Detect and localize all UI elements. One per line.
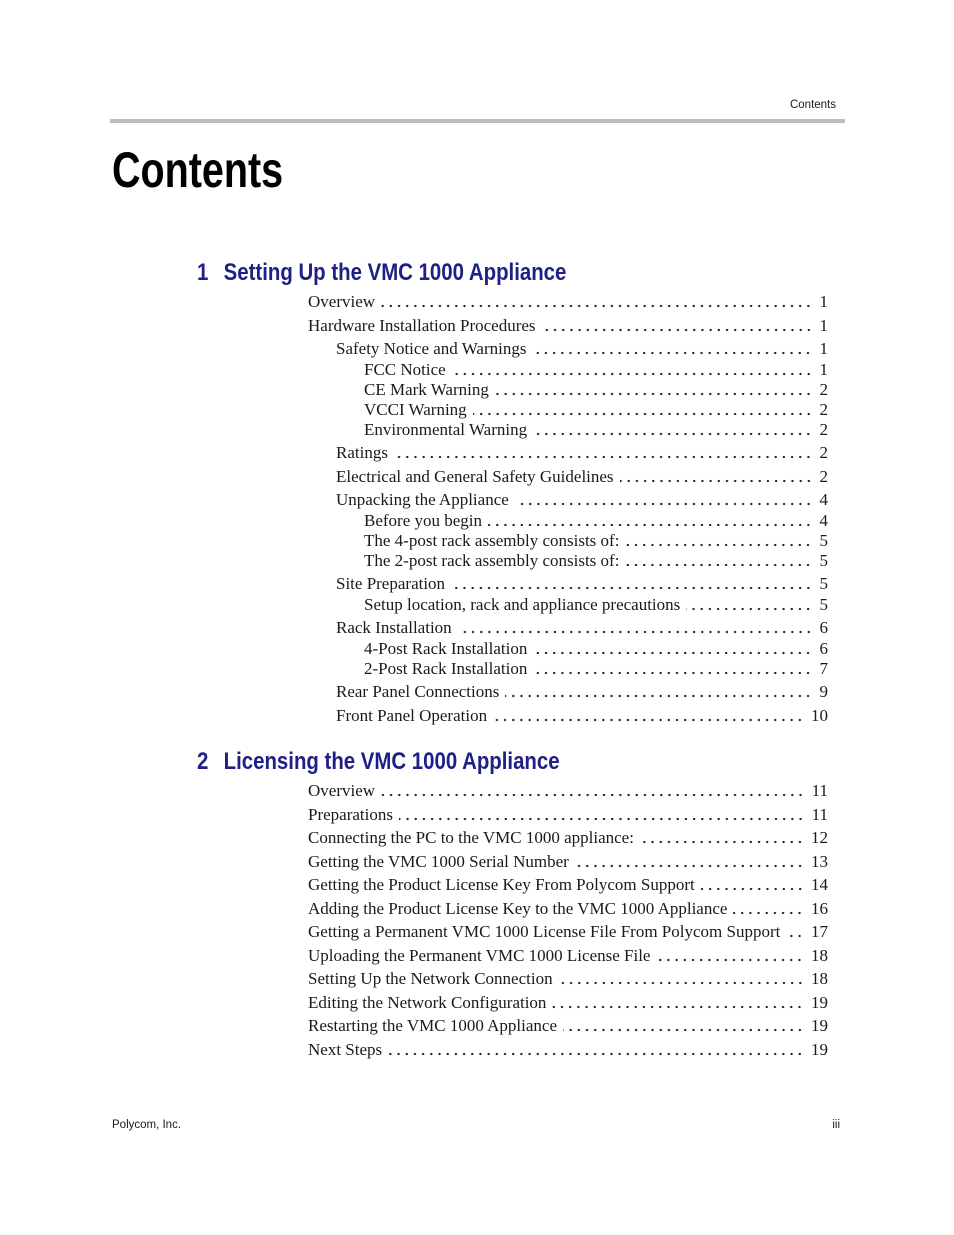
toc-entry-page-number: 1	[819, 315, 828, 335]
toc-entry-page-number: 2	[819, 399, 828, 419]
toc-entry-page-number: 4	[819, 490, 828, 509]
toc-entry-page-number: 1	[819, 339, 828, 358]
toc-entry[interactable]	[308, 875, 828, 895]
chapter-number: 2	[197, 748, 209, 775]
toc-entry-page-number: 19	[811, 992, 828, 1012]
dot-leader	[532, 352, 812, 355]
toc-entry[interactable]	[308, 574, 828, 594]
toc-entry[interactable]	[308, 531, 828, 551]
toc-entry-label: Next Steps	[308, 1039, 383, 1059]
toc-entry[interactable]	[308, 316, 828, 336]
toc-entry-page-number: 5	[819, 574, 828, 593]
page-title: Contents	[112, 142, 284, 198]
dot-leader	[620, 479, 813, 482]
toc-entry-label: Before you begin	[364, 510, 483, 530]
dot-leader	[533, 651, 812, 654]
toc-entry-label: Environmental Warning	[364, 419, 528, 439]
toc-entry[interactable]	[308, 1040, 828, 1060]
toc-entry[interactable]	[308, 443, 828, 463]
dot-leader	[381, 305, 812, 308]
toc-entry-page-number: 2	[819, 419, 828, 439]
toc-entry-label: VCCI Warning	[364, 399, 467, 419]
toc-entry-page-number: 16	[811, 898, 828, 918]
dot-leader	[493, 718, 804, 721]
dot-leader	[575, 864, 804, 867]
toc-entry[interactable]	[308, 781, 828, 801]
toc-entry[interactable]	[308, 993, 828, 1013]
toc-entry-label: Rear Panel Connections	[336, 682, 500, 701]
toc-entry-page-number: 11	[811, 781, 828, 800]
toc-entry-page-number: 5	[819, 550, 828, 570]
toc-entry-page-number: 4	[819, 510, 828, 530]
toc-entry[interactable]	[308, 618, 828, 638]
toc-entry-label: FCC Notice	[364, 359, 446, 379]
toc-entry-page-number: 19	[811, 1016, 828, 1035]
toc-entry[interactable]	[308, 805, 828, 825]
toc-entry-label: CE Mark Warning	[364, 379, 489, 399]
toc-entry-label: Electrical and General Safety Guidelines	[336, 466, 614, 486]
toc-entry-page-number: 19	[811, 1039, 828, 1059]
toc-entry-label: Getting the VMC 1000 Serial Number	[308, 851, 569, 871]
dot-leader	[505, 695, 812, 698]
footer-page-number: iii	[832, 1119, 840, 1131]
toc-entry[interactable]	[308, 551, 828, 571]
toc-entry-label: Setting Up the Network Connection	[308, 969, 553, 988]
dot-leader	[488, 523, 812, 526]
chapter-number: 1	[197, 259, 209, 286]
toc-entry[interactable]	[308, 899, 828, 919]
dot-leader	[563, 1029, 804, 1032]
chapter-title: Licensing the VMC 1000 Appliance	[223, 748, 560, 775]
dot-leader	[786, 935, 804, 938]
chapter-heading[interactable]	[197, 748, 560, 776]
toc-entry[interactable]	[308, 828, 828, 848]
dot-leader	[515, 503, 813, 506]
dot-leader	[458, 631, 813, 634]
toc-entry[interactable]	[308, 420, 828, 440]
dot-leader	[394, 456, 813, 459]
toc-entry-label: Unpacking the Appliance	[336, 490, 509, 509]
toc-entry-label: The 4-post rack assembly consists of:	[364, 530, 620, 550]
toc-entry[interactable]	[308, 946, 828, 966]
toc-entry-page-number: 12	[811, 828, 828, 847]
toc-entry-label: Hardware Installation Procedures	[308, 315, 536, 335]
toc-entry[interactable]	[308, 706, 828, 726]
toc-entry-page-number: 9	[819, 682, 828, 701]
toc-entry-page-number: 1	[819, 292, 828, 311]
toc-entry-label: Getting the Product License Key From Polycom Support	[308, 875, 695, 894]
toc-entry-label: Uploading the Permanent VMC 1000 License File	[308, 945, 651, 965]
toc-list-chapter-2	[308, 781, 828, 1060]
toc-entry-page-number: 2	[819, 379, 828, 399]
toc-entry-page-number: 6	[819, 618, 828, 637]
toc-entry-page-number: 17	[811, 922, 828, 941]
toc-entry-page-number: 6	[819, 638, 828, 658]
dot-leader	[388, 1052, 804, 1055]
footer-company: Polycom, Inc.	[112, 1119, 182, 1131]
toc-entry[interactable]	[308, 400, 828, 420]
toc-entry-label: Overview	[308, 781, 376, 800]
dot-leader	[733, 911, 804, 914]
toc-entry-page-number: 18	[811, 969, 828, 988]
dot-leader	[542, 328, 813, 331]
toc-entry-label: Ratings	[336, 443, 388, 462]
toc-entry[interactable]	[308, 659, 828, 679]
toc-list-chapter-1	[308, 292, 828, 726]
toc-entry[interactable]	[308, 639, 828, 659]
chapter-heading[interactable]	[197, 259, 566, 287]
dot-leader	[399, 817, 805, 820]
dot-leader	[473, 412, 813, 415]
dot-leader	[686, 607, 812, 610]
toc-entry-label: Overview	[308, 292, 376, 311]
toc-entry-page-number: 18	[811, 945, 828, 965]
header-rule	[110, 119, 845, 123]
toc-entry-label: Connecting the PC to the VMC 1000 appliance:	[308, 828, 634, 847]
toc-entry-page-number: 13	[811, 851, 828, 871]
toc-entry-label: Front Panel Operation	[336, 705, 488, 725]
toc-entry-label: Adding the Product License Key to the VMC 1000 Appliance	[308, 898, 728, 918]
dot-leader	[559, 982, 804, 985]
toc-entry-page-number: 5	[819, 594, 828, 614]
toc-entry[interactable]	[308, 339, 828, 359]
toc-entry-label: The 2-post rack assembly consists of:	[364, 550, 620, 570]
dot-leader	[533, 671, 812, 674]
toc-entry-label: Rack Installation	[336, 618, 452, 637]
dot-leader	[451, 587, 812, 590]
dot-leader	[625, 543, 812, 546]
dot-leader	[552, 1005, 804, 1008]
toc-entry-label: 4-Post Rack Installation	[364, 638, 528, 658]
toc-entry-label: Getting a Permanent VMC 1000 License File From Polycom Support	[308, 922, 781, 941]
toc-entry-page-number: 7	[819, 658, 828, 678]
toc-entry-page-number: 10	[811, 705, 828, 725]
dot-leader	[640, 841, 804, 844]
dot-leader	[381, 794, 805, 797]
toc-entry-page-number: 2	[819, 443, 828, 462]
toc-entry[interactable]	[308, 595, 828, 615]
toc-entry[interactable]	[308, 969, 828, 989]
dot-leader	[625, 563, 812, 566]
toc-entry-page-number: 14	[811, 875, 828, 894]
dot-leader	[656, 958, 804, 961]
toc-entry[interactable]	[308, 490, 828, 510]
toc-entry[interactable]	[308, 360, 828, 380]
dot-leader	[533, 432, 812, 435]
toc-entry-label: Preparations	[308, 804, 393, 824]
toc-entry-label: Site Preparation	[336, 574, 446, 593]
running-header: Contents	[789, 99, 836, 111]
toc-entry[interactable]	[308, 1016, 828, 1036]
toc-entry-label: Restarting the VMC 1000 Appliance	[308, 1016, 557, 1035]
dot-leader	[452, 372, 813, 375]
dot-leader	[701, 888, 804, 891]
toc-entry-page-number: 2	[819, 466, 828, 486]
toc-entry[interactable]	[308, 852, 828, 872]
toc-entry-page-number: 11	[811, 804, 828, 824]
toc-entry[interactable]	[308, 922, 828, 942]
toc-entry[interactable]	[308, 380, 828, 400]
toc-entry[interactable]	[308, 292, 828, 312]
toc-entry[interactable]	[308, 682, 828, 702]
toc-entry-page-number: 5	[819, 530, 828, 550]
chapter-title: Setting Up the VMC 1000 Appliance	[223, 259, 567, 286]
toc-entry[interactable]	[308, 467, 828, 487]
toc-entry-page-number: 1	[819, 359, 828, 379]
toc-entry-label: 2-Post Rack Installation	[364, 658, 528, 678]
toc-entry-label: Setup location, rack and appliance precautions	[364, 594, 681, 614]
toc-entry[interactable]	[308, 511, 828, 531]
toc-entry-label: Editing the Network Configuration	[308, 992, 547, 1012]
toc-entry-label: Safety Notice and Warnings	[336, 339, 527, 358]
dot-leader	[495, 392, 813, 395]
